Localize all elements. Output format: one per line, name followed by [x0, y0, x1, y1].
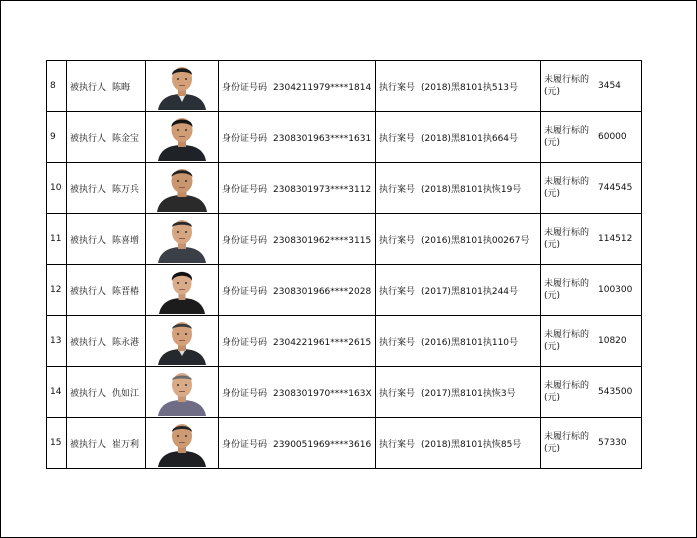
- amount-cell: [541, 316, 642, 367]
- case-number-cell: [376, 265, 541, 316]
- table-row: [47, 214, 642, 265]
- id-number-cell: [219, 112, 376, 163]
- amount-label: 未履行标的 (元): [544, 177, 590, 199]
- person-photo: [154, 266, 210, 314]
- id-number-value: 2308301966****2028: [273, 286, 372, 297]
- defendant-name: 陈晋椿: [112, 286, 140, 297]
- person-photo: [154, 368, 210, 416]
- defendant-label: 被执行人: [70, 235, 107, 246]
- case-number-cell: [376, 112, 541, 163]
- case-number-label: 执行案号: [379, 82, 416, 93]
- amount-label: 未履行标的 (元): [544, 126, 590, 148]
- case-number-value: (2018)黑8101执恢85号: [421, 439, 522, 450]
- defendant-cell: [67, 316, 146, 367]
- row-index: 13: [47, 316, 67, 367]
- row-index: 15: [47, 418, 67, 469]
- amount-label: 未履行标的 (元): [544, 228, 590, 250]
- photo-cell: [146, 265, 219, 316]
- amount-cell: [541, 214, 642, 265]
- case-number-cell: [376, 214, 541, 265]
- amount-label: 未履行标的 (元): [544, 381, 590, 403]
- case-number-cell: [376, 163, 541, 214]
- table-row: [47, 265, 642, 316]
- defendant-label: 被执行人: [70, 133, 107, 144]
- person-photo: [154, 317, 210, 365]
- id-number-cell: [219, 265, 376, 316]
- amount-value: 3454: [598, 81, 621, 91]
- id-number-label: 身份证号码: [222, 439, 268, 450]
- id-number-label: 身份证号码: [222, 286, 268, 297]
- table-row: [47, 418, 642, 469]
- amount-cell: [541, 163, 642, 214]
- amount-value: 60000: [598, 132, 627, 142]
- person-photo: [154, 164, 210, 212]
- id-number-cell: [219, 418, 376, 469]
- case-number-label: 执行案号: [379, 388, 416, 399]
- id-number-value: 2390051969****3616: [273, 439, 372, 450]
- case-number-value: (2018)黑8101执513号: [421, 82, 519, 93]
- row-index: 10: [47, 163, 67, 214]
- defendant-cell: [67, 61, 146, 112]
- person-photo: [154, 62, 210, 110]
- case-number-cell: [376, 418, 541, 469]
- id-number-cell: [219, 163, 376, 214]
- case-number-value: (2016)黑8101执110号: [421, 337, 519, 348]
- id-number-label: 身份证号码: [222, 82, 268, 93]
- amount-label: 未履行标的 (元): [544, 330, 590, 352]
- table-row: [47, 112, 642, 163]
- id-number-value: 2308301963****1631: [273, 133, 372, 144]
- case-number-label: 执行案号: [379, 337, 416, 348]
- amount-value: 744545: [598, 183, 633, 193]
- photo-cell: [146, 418, 219, 469]
- id-number-cell: [219, 214, 376, 265]
- case-number-label: 执行案号: [379, 235, 416, 246]
- case-number-cell: [376, 61, 541, 112]
- id-number-label: 身份证号码: [222, 184, 268, 195]
- case-number-value: (2018)黑8101执664号: [421, 133, 519, 144]
- defendant-cell: [67, 265, 146, 316]
- defendant-label: 被执行人: [70, 439, 107, 450]
- photo-cell: [146, 112, 219, 163]
- defendant-name: 陈金宝: [112, 133, 140, 144]
- table-row: [47, 61, 642, 112]
- row-index: 14: [47, 367, 67, 418]
- case-number-label: 执行案号: [379, 184, 416, 195]
- defendant-name: 陈喜增: [112, 235, 140, 246]
- defendant-name: 仇如江: [112, 388, 140, 399]
- amount-value: 100300: [598, 285, 633, 295]
- case-number-value: (2017)黑8101执244号: [421, 286, 519, 297]
- id-number-label: 身份证号码: [222, 337, 268, 348]
- case-number-label: 执行案号: [379, 439, 416, 450]
- row-index: 8: [47, 61, 67, 112]
- id-number-value: 2308301970****163X: [273, 388, 372, 399]
- id-number-label: 身份证号码: [222, 133, 268, 144]
- amount-value: 114512: [598, 234, 633, 244]
- amount-cell: [541, 112, 642, 163]
- defendant-name: 陈永港: [112, 337, 140, 348]
- case-number-cell: [376, 316, 541, 367]
- amount-label: 未履行标的 (元): [544, 75, 590, 97]
- amount-value: 57330: [598, 438, 627, 448]
- photo-cell: [146, 316, 219, 367]
- amount-value: 543500: [598, 387, 633, 397]
- person-photo: [154, 215, 210, 263]
- id-number-cell: [219, 61, 376, 112]
- case-number-value: (2018)黑8101执恢19号: [421, 184, 522, 195]
- case-number-label: 执行案号: [379, 286, 416, 297]
- defendant-cell: [67, 418, 146, 469]
- amount-cell: [541, 61, 642, 112]
- case-number-cell: [376, 367, 541, 418]
- amount-cell: [541, 418, 642, 469]
- table-row: [47, 367, 642, 418]
- defendant-cell: [67, 367, 146, 418]
- row-index: 9: [47, 112, 67, 163]
- photo-cell: [146, 367, 219, 418]
- case-number-value: (2017)黑8101执恢3号: [421, 388, 516, 399]
- defendant-cell: [67, 214, 146, 265]
- photo-cell: [146, 214, 219, 265]
- id-number-value: 2308301973****3112: [273, 184, 372, 195]
- amount-cell: [541, 367, 642, 418]
- defaulter-table: [46, 60, 642, 469]
- person-photo: [154, 419, 210, 467]
- amount-cell: [541, 265, 642, 316]
- row-index: 12: [47, 265, 67, 316]
- person-photo: [154, 113, 210, 161]
- defendant-name: 崔万利: [112, 439, 140, 450]
- case-number-label: 执行案号: [379, 133, 416, 144]
- defendant-name: 陈万兵: [112, 184, 140, 195]
- table-row: [47, 163, 642, 214]
- id-number-label: 身份证号码: [222, 235, 268, 246]
- row-index: 11: [47, 214, 67, 265]
- defendant-name: 陈晦: [112, 82, 131, 93]
- amount-label: 未履行标的 (元): [544, 432, 590, 454]
- defendant-label: 被执行人: [70, 286, 107, 297]
- case-number-value: (2016)黑8101执00267号: [421, 235, 530, 246]
- defendant-cell: [67, 112, 146, 163]
- id-number-value: 2304221961****2615: [273, 337, 372, 348]
- defendant-label: 被执行人: [70, 337, 107, 348]
- amount-value: 10820: [598, 336, 627, 346]
- photo-cell: [146, 163, 219, 214]
- defendant-label: 被执行人: [70, 388, 107, 399]
- amount-label: 未履行标的 (元): [544, 279, 590, 301]
- defendant-label: 被执行人: [70, 82, 107, 93]
- id-number-value: 2308301962****3115: [273, 235, 372, 246]
- defendant-cell: [67, 163, 146, 214]
- id-number-label: 身份证号码: [222, 388, 268, 399]
- table-row: [47, 316, 642, 367]
- id-number-value: 2304211979****1814: [273, 82, 372, 93]
- id-number-cell: [219, 367, 376, 418]
- photo-cell: [146, 61, 219, 112]
- id-number-cell: [219, 316, 376, 367]
- defendant-label: 被执行人: [70, 184, 107, 195]
